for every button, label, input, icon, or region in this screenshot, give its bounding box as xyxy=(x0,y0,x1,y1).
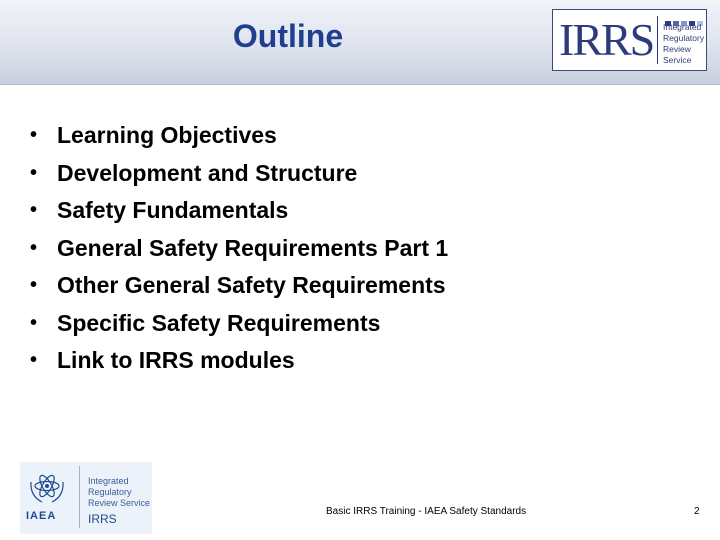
bullet-icon: • xyxy=(30,199,38,221)
irrs-logo-line: Integrated xyxy=(663,22,702,32)
iaea-logo-text xyxy=(88,476,150,509)
iaea-logo-irrs: IRRS xyxy=(88,512,117,526)
outline-item-label: General Safety Requirements Part 1 xyxy=(57,234,449,261)
outline-item-label: Development and Structure xyxy=(57,159,358,186)
footer-caption: Basic IRRS Training - IAEA Safety Standards xyxy=(326,506,527,517)
outline-item xyxy=(30,267,448,305)
slide-title: Outline xyxy=(232,18,344,54)
irrs-logo-line: Service xyxy=(663,55,692,65)
outline-item xyxy=(30,230,448,268)
iaea-logo-divider xyxy=(79,466,80,528)
outline-list xyxy=(30,117,448,380)
bullet-icon: • xyxy=(30,236,38,259)
bullet-icon: • xyxy=(30,274,38,296)
iaea-wordmark: IAEA xyxy=(26,510,57,522)
irrs-logo-line: Regulatory xyxy=(663,33,705,43)
outline-item-label: Safety Fundamentals xyxy=(57,197,289,223)
outline-item-label: Other General Safety Requirements xyxy=(57,272,446,298)
bullet-icon: • xyxy=(30,124,38,146)
outline-item-label: Learning Objectives xyxy=(57,122,277,148)
atom-olive-wreath-icon xyxy=(26,468,68,508)
irrs-logo-letters: IRRS xyxy=(559,14,654,65)
outline-item xyxy=(30,192,448,230)
irrs-logo xyxy=(552,9,707,71)
page-number: 2 xyxy=(694,506,700,517)
irrs-logo-divider xyxy=(657,16,658,64)
outline-item xyxy=(30,117,448,155)
outline-item xyxy=(30,342,448,380)
bullet-icon: • xyxy=(30,349,38,371)
irrs-logo-words xyxy=(663,22,704,66)
iaea-logo-line: Integrated xyxy=(88,476,129,486)
iaea-irrs-logo xyxy=(20,462,152,534)
iaea-logo-line: Regulatory xyxy=(88,487,132,497)
outline-item xyxy=(30,155,448,193)
outline-item-label: Specific Safety Requirements xyxy=(57,309,381,336)
bullet-icon: • xyxy=(30,311,38,334)
irrs-logo-line: Review xyxy=(663,44,691,54)
outline-item-label: Link to IRRS modules xyxy=(57,347,295,373)
outline-item xyxy=(30,305,448,343)
bullet-icon: • xyxy=(30,161,38,184)
header-divider xyxy=(0,84,720,85)
iaea-logo-line: Review Service xyxy=(88,498,151,508)
